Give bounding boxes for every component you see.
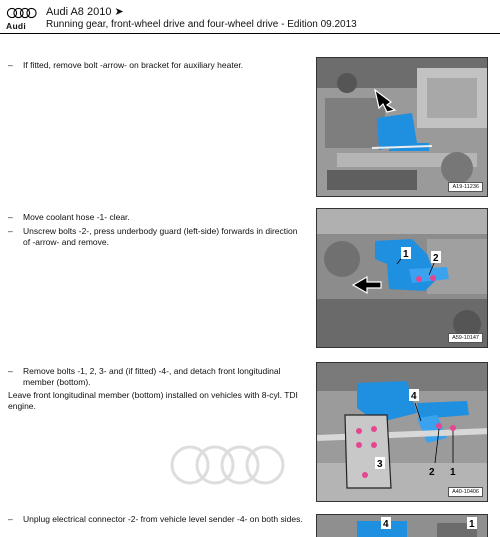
figure-code: A40-10406 (448, 487, 483, 497)
callout-2: 2 (429, 467, 435, 478)
step-text: If fitted, remove bolt -arrow- on bracket for auxiliary heater. (23, 60, 244, 70)
step-text: Unplug electrical connector -2- from vehicle level sender -4- on both sides. (23, 514, 303, 524)
brand-wordmark: Audi (6, 21, 27, 31)
figure-auxiliary-heater-bracket (316, 57, 488, 197)
step-text: Remove bolts -1, 2, 3- and (if fitted) -4-, and detach front longitudinal member (bottom). (23, 366, 281, 387)
step-text: Move coolant hose -1- clear. (23, 212, 130, 222)
figure-underbody-guard (316, 208, 488, 348)
callout-1: 1 (403, 249, 409, 260)
figure-code: A19-11236 (448, 182, 483, 192)
document-title: Audi A8 2010 ➤ (46, 6, 124, 18)
figure-illustration (317, 363, 488, 502)
callout-1: 1 (469, 519, 475, 530)
document-subtitle: Running gear, front-wheel drive and four-wheel drive - Edition 09.2013 (46, 19, 357, 30)
audi-rings-logo (6, 7, 38, 19)
step-dash: – (8, 212, 13, 222)
figure-illustration (317, 209, 488, 348)
callout-1: 1 (450, 467, 456, 478)
step-dash: – (8, 514, 13, 524)
step-dash: – (8, 226, 13, 236)
figure-front-longitudinal-member (316, 362, 488, 502)
callout-4: 4 (383, 519, 389, 530)
callout-2: 2 (433, 253, 439, 264)
figure-vehicle-level-sender (316, 514, 488, 537)
header-divider (0, 33, 500, 34)
callout-3: 3 (377, 459, 383, 470)
figure-illustration (317, 58, 488, 197)
page-header (0, 0, 500, 34)
step-text: Unscrew bolts -2-, press underbody guard (left-side) forwards in direction of -arrow- and remove. (23, 226, 298, 247)
step-dash: – (8, 60, 13, 70)
figure-code: A59-10147 (448, 333, 483, 343)
figure-illustration (317, 515, 488, 537)
note-text: Leave front longitudinal member (bottom) installed on vehicles with 8-cyl. TDI engine. (8, 390, 298, 411)
callout-4: 4 (411, 391, 417, 402)
audi-rings-watermark (168, 440, 288, 490)
step-dash: – (8, 366, 13, 376)
